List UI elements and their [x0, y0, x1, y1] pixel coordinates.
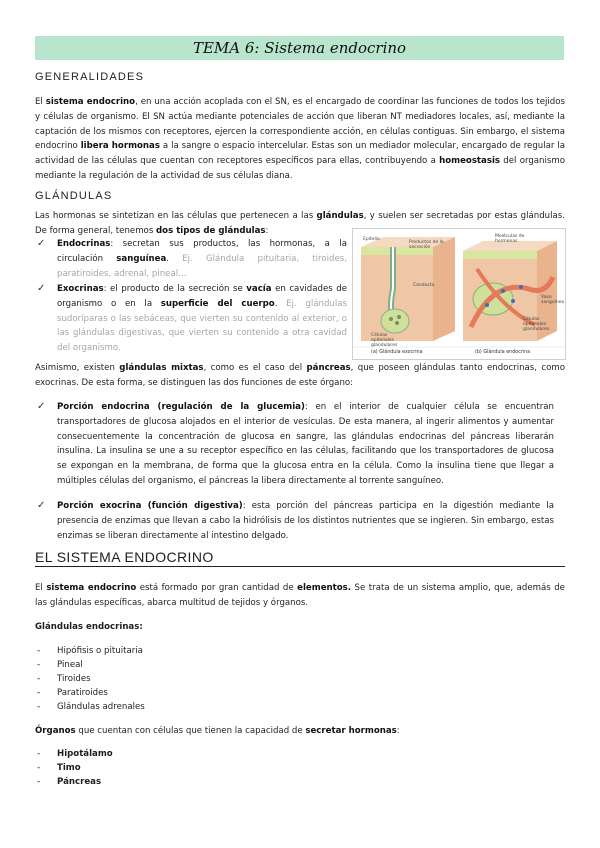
check-icon: ✓ [37, 283, 46, 294]
text-run: a la sangre o espacio intercelular. Estas son un mediador molecular, encargado de regular la actividad de las células que cuentan con receptores específicos para ellas, contribuyendo a [35, 141, 565, 167]
text-run: sanguínea [116, 253, 167, 264]
text-run: Porción exocrina (función digestiva) [57, 501, 243, 511]
list-item: Paratiroides [57, 688, 108, 698]
text-run: secretar hormonas [305, 726, 397, 736]
list-dash: - [37, 763, 41, 773]
list-dash: - [37, 674, 41, 684]
heading-glandulas: GLÁNDULAS [35, 190, 113, 202]
list-dash: - [37, 749, 41, 759]
text-run: sistema endocrino [45, 97, 136, 107]
item-endocrinas [57, 237, 347, 281]
check-icon: ✓ [37, 238, 46, 249]
text-run: : secretan sus productos, las hormonas, a la circulación [57, 239, 347, 264]
text-run: páncreas [306, 363, 351, 373]
text-run: , y suelen ser secretadas por estas glándulas. De forma general, tenemos [35, 211, 565, 236]
check-icon: ✓ [37, 500, 46, 511]
list-dash: - [37, 646, 41, 656]
text-run: , que poseen glándulas tanto endocrinas, como exocrinas. De esta forma, se distinguen las dos funciones de este órgano: [35, 363, 566, 388]
title-bar [35, 36, 564, 60]
label-moleculas: Moléculas de hormonas [495, 234, 525, 244]
text-run: en cavidades de organismo o en la [57, 284, 347, 309]
item-porcion-endocrina [57, 400, 554, 489]
label-productos: Productos de la secreción [409, 240, 444, 250]
label-celulas-a: Células epiteliales glandulares [371, 333, 398, 348]
text-run: El [35, 583, 47, 593]
text-run: : [396, 726, 400, 736]
list-dash: - [37, 660, 41, 670]
text-run: que cuentan con células que tienen la capacidad de [75, 726, 306, 736]
label-vaso: Vaso sanguíneo [541, 295, 565, 305]
list-item: Hipotálamo [57, 749, 113, 759]
list-item: Timo [57, 763, 81, 773]
text-run: Asimismo, existen [35, 363, 120, 373]
text-run: Órganos [35, 726, 76, 736]
text-run: . [274, 298, 287, 309]
text-run: está formado por gran cantidad de [136, 583, 298, 593]
text-run: sistema endocrino [46, 583, 137, 593]
text-run: . [166, 253, 183, 264]
label-conducto: Conducto [413, 283, 435, 288]
para-sistema [35, 581, 565, 611]
text-run: glándulas [316, 211, 364, 221]
item-porcion-exocrina [57, 499, 554, 543]
text-run: , como es el caso del [203, 363, 307, 373]
para-glandulas-mixtas [35, 361, 565, 391]
label-epitelio: Epitelio [363, 237, 380, 242]
text-run: Porción endocrina (regulación de la glucemia) [57, 402, 305, 412]
text-run: Las hormonas se sintetizan en las células que pertenecen a las [35, 211, 317, 221]
heading-sistema-endocrino: EL SISTEMA ENDOCRINO [35, 549, 565, 567]
text-run: libera hormonas [80, 141, 160, 152]
list-item: Páncreas [57, 777, 102, 787]
check-icon: ✓ [37, 401, 46, 412]
text-run: del organismo mediante la regulación de la actividad de sus células diana. [35, 156, 565, 181]
label-glandulas-endocrinas: Glándulas endocrinas: [35, 622, 143, 632]
text-run: dos tipos de glándulas [156, 225, 266, 236]
caption-endocrina: (b) Glándula endocrina [475, 350, 531, 355]
gland-figure [352, 228, 566, 360]
caption-exocrina: (a) Glándula exocrina [371, 350, 423, 355]
text-run: Ej. glándulas sudoríparas o las sebáceas, que vierten su contenido al exterior, o las glándulas digestivas, que vierten su contenido a otra cavidad del organismo. [57, 298, 348, 354]
list-dash: - [37, 777, 41, 787]
text-run: homeostasis [439, 156, 501, 167]
text-run: El [35, 97, 46, 107]
list-dash: - [37, 688, 41, 698]
text-run: Ej. Glándula pituitaria, tiroides, paratiroides, adrenal, pineal… [57, 253, 347, 279]
para-generalidades [35, 95, 565, 184]
text-run: elementos. [297, 583, 352, 593]
text-run: Se trata de un sistema amplio, que, además de las glándulas específicas, abarca multitud de tejidos y órganos. [35, 583, 565, 608]
page-title: TEMA 6: Sistema endocrino [192, 39, 407, 57]
list-item: Glándulas adrenales [57, 702, 145, 712]
text-run: Exocrinas [57, 284, 104, 294]
item-exocrinas [57, 282, 347, 356]
text-run: Endocrinas [57, 239, 111, 249]
list-item: Pineal [57, 660, 83, 670]
text-run: glándulas mixtas [119, 363, 204, 373]
list-item: Hipófisis o pituitaria [57, 646, 143, 656]
text-run: : en el interior de cualquier célula se encuentran transportadores de glucosa alojados en el interior de vesículas. De esta manera, al ingerir alimentos y aumentar consecuentemente la concentración de glucosa en sangre, las glándulas endocrinas del páncreas liberarán insulina. La insulina se une a su receptor específico en las células, facilitando que los transportadores de glucosa se expongan en la membrana, de forma que la glucosa entra en la célula. Como la insulina tiene que llegar a múltiples células del organismo, el páncreas la libera directamente al torrente sanguíneo. [57, 402, 554, 486]
text-run: vacía [246, 284, 272, 294]
heading-generalidades: GENERALIDADES [35, 71, 145, 83]
label-organos [35, 724, 565, 739]
text-run: : esta porción del páncreas participa en la digestión mediante la presencia de enzimas que llevan a cabo la hidrólisis de los distintos nutrientes que se ingieren. Sin embargo, estas enzimas se liberan directamente al intestino delgado. [57, 501, 554, 541]
text-run: superficie del cuerpo [160, 298, 275, 309]
text-run: : [265, 225, 269, 236]
text-run: : el producto de la secreción se [103, 284, 247, 294]
list-dash: - [37, 702, 41, 712]
list-item: Tiroides [57, 674, 91, 684]
text-run: , en una acción acoplada con el SN, es el encargado de coordinar las funciones de todos los tejidos y células de organismo. El SN actúa mediante potenciales de acción que liberan NT mediadores locales, así, mediante la captación de los mismos con receptores, ejercen la correspondiente acción, en células contiguas. Sin embargo, el sistema endocrino [35, 97, 565, 152]
label-celulas-b: Células epiteliales glandulares [523, 317, 550, 332]
